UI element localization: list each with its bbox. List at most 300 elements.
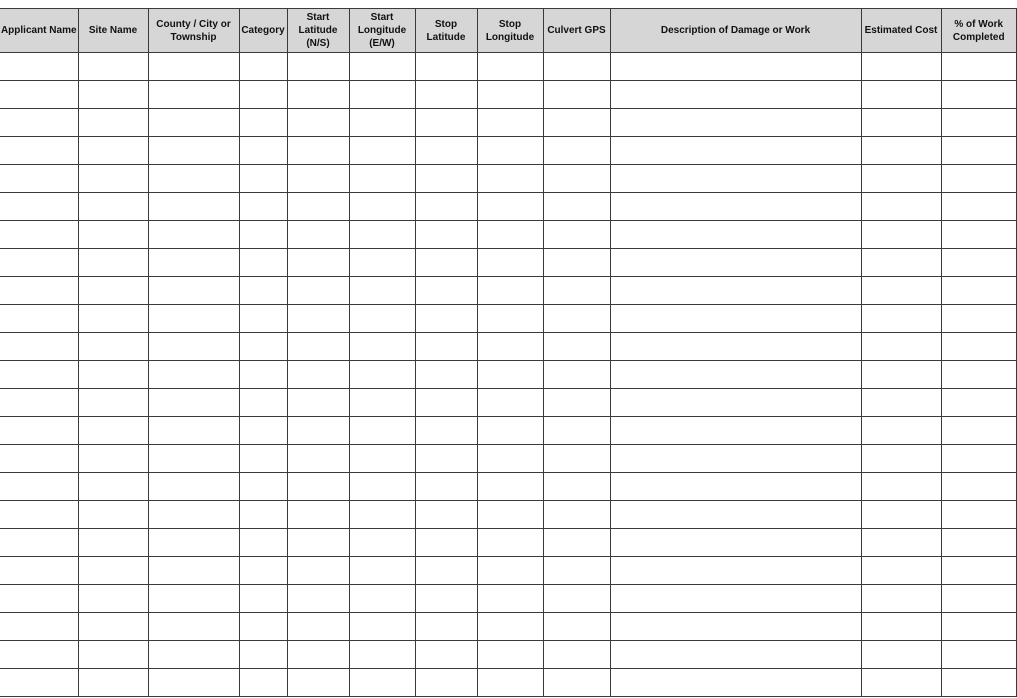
table-cell[interactable] [239, 669, 287, 697]
table-cell[interactable] [239, 249, 287, 277]
table-cell[interactable] [941, 193, 1017, 221]
table-cell[interactable] [477, 557, 543, 585]
table-cell[interactable] [287, 109, 349, 137]
table-cell[interactable] [477, 361, 543, 389]
table-cell[interactable] [349, 109, 415, 137]
table-cell[interactable] [148, 249, 239, 277]
table-cell[interactable] [610, 53, 861, 81]
table-cell[interactable] [543, 557, 610, 585]
table-cell[interactable] [543, 585, 610, 613]
table-cell[interactable] [148, 417, 239, 445]
table-row [0, 445, 1017, 473]
table-cell[interactable] [287, 613, 349, 641]
table-cell[interactable] [349, 641, 415, 669]
table-cell[interactable] [349, 137, 415, 165]
table-cell[interactable] [287, 221, 349, 249]
table-row [0, 585, 1017, 613]
table-cell[interactable] [239, 81, 287, 109]
table-cell[interactable] [287, 669, 349, 697]
table-cell[interactable] [415, 165, 477, 193]
table-row [0, 277, 1017, 305]
table-cell[interactable] [148, 389, 239, 417]
table-cell[interactable] [543, 53, 610, 81]
table-cell[interactable] [415, 305, 477, 333]
table-cell[interactable] [941, 277, 1017, 305]
table-cell[interactable] [239, 165, 287, 193]
table-cell[interactable] [477, 613, 543, 641]
table-cell[interactable] [239, 109, 287, 137]
table-cell[interactable] [477, 501, 543, 529]
table-cell[interactable] [148, 165, 239, 193]
table-cell[interactable] [941, 417, 1017, 445]
table-cell[interactable] [0, 557, 78, 585]
table-cell[interactable] [0, 221, 78, 249]
table-cell[interactable] [610, 165, 861, 193]
table-cell[interactable] [477, 333, 543, 361]
table-cell[interactable] [415, 529, 477, 557]
table-cell[interactable] [861, 81, 941, 109]
table-cell[interactable] [941, 669, 1017, 697]
table-cell[interactable] [610, 109, 861, 137]
table-cell[interactable] [148, 221, 239, 249]
table-cell[interactable] [78, 333, 148, 361]
table-cell[interactable] [148, 333, 239, 361]
table-cell[interactable] [477, 529, 543, 557]
table-cell[interactable] [148, 277, 239, 305]
table-cell[interactable] [861, 473, 941, 501]
header-start-latitude: Start Latitude (N/S) [287, 9, 349, 53]
table-cell[interactable] [287, 53, 349, 81]
table-cell[interactable] [543, 165, 610, 193]
table-row [0, 669, 1017, 697]
table-cell[interactable] [287, 557, 349, 585]
table-cell[interactable] [861, 305, 941, 333]
table-cell[interactable] [543, 669, 610, 697]
table-cell[interactable] [941, 389, 1017, 417]
table-cell[interactable] [78, 669, 148, 697]
table-cell[interactable] [349, 473, 415, 501]
table-cell[interactable] [287, 333, 349, 361]
table-cell[interactable] [415, 109, 477, 137]
table-cell[interactable] [0, 641, 78, 669]
table-cell[interactable] [610, 221, 861, 249]
table-cell[interactable] [941, 613, 1017, 641]
table-cell[interactable] [415, 221, 477, 249]
table-cell[interactable] [861, 669, 941, 697]
table-cell[interactable] [349, 193, 415, 221]
table-cell[interactable] [543, 137, 610, 165]
table-cell[interactable] [148, 585, 239, 613]
table-cell[interactable] [78, 389, 148, 417]
table-cell[interactable] [148, 53, 239, 81]
table-cell[interactable] [610, 333, 861, 361]
table-cell[interactable] [349, 529, 415, 557]
table-cell[interactable] [78, 305, 148, 333]
table-cell[interactable] [287, 473, 349, 501]
header-category: Category [239, 9, 287, 53]
table-cell[interactable] [148, 501, 239, 529]
header-estimated-cost: Estimated Cost [861, 9, 941, 53]
table-cell[interactable] [610, 473, 861, 501]
table-cell[interactable] [0, 137, 78, 165]
table-cell[interactable] [941, 221, 1017, 249]
table-cell[interactable] [78, 501, 148, 529]
header-percent-completed: % of Work Completed [941, 9, 1017, 53]
table-cell[interactable] [477, 277, 543, 305]
table-cell[interactable] [477, 53, 543, 81]
table-cell[interactable] [349, 333, 415, 361]
header-start-longitude: Start Longitude (E/W) [349, 9, 415, 53]
table-cell[interactable] [287, 277, 349, 305]
table-cell[interactable] [861, 277, 941, 305]
table-cell[interactable] [349, 249, 415, 277]
table-cell[interactable] [415, 641, 477, 669]
table-cell[interactable] [610, 277, 861, 305]
table-cell[interactable] [861, 641, 941, 669]
table-cell[interactable] [0, 473, 78, 501]
table-cell[interactable] [610, 613, 861, 641]
table-cell[interactable] [415, 585, 477, 613]
table-cell[interactable] [861, 193, 941, 221]
table-cell[interactable] [861, 221, 941, 249]
table-cell[interactable] [861, 557, 941, 585]
table-cell[interactable] [415, 137, 477, 165]
table-cell[interactable] [287, 361, 349, 389]
table-cell[interactable] [861, 501, 941, 529]
table-cell[interactable] [543, 389, 610, 417]
table-cell[interactable] [239, 333, 287, 361]
table-cell[interactable] [861, 585, 941, 613]
table-cell[interactable] [148, 81, 239, 109]
table-row [0, 165, 1017, 193]
table-cell[interactable] [239, 221, 287, 249]
table-cell[interactable] [239, 389, 287, 417]
table-cell[interactable] [239, 305, 287, 333]
table-cell[interactable] [0, 193, 78, 221]
table-cell[interactable] [0, 669, 78, 697]
table-cell[interactable] [349, 389, 415, 417]
table-cell[interactable] [477, 389, 543, 417]
table-cell[interactable] [543, 473, 610, 501]
table-cell[interactable] [861, 613, 941, 641]
table-cell[interactable] [477, 305, 543, 333]
table-cell[interactable] [415, 669, 477, 697]
table-cell[interactable] [239, 417, 287, 445]
table-cell[interactable] [78, 613, 148, 641]
table-cell[interactable] [148, 305, 239, 333]
table-cell[interactable] [861, 529, 941, 557]
table-cell[interactable] [349, 277, 415, 305]
table-cell[interactable] [148, 529, 239, 557]
table-cell[interactable] [861, 53, 941, 81]
table-cell[interactable] [148, 109, 239, 137]
table-cell[interactable] [941, 529, 1017, 557]
table-cell[interactable] [941, 473, 1017, 501]
table-cell[interactable] [543, 361, 610, 389]
table-cell[interactable] [78, 557, 148, 585]
table-cell[interactable] [349, 361, 415, 389]
table-cell[interactable] [610, 193, 861, 221]
header-stop-latitude: Stop Latitude [415, 9, 477, 53]
table-cell[interactable] [543, 305, 610, 333]
table-cell[interactable] [349, 557, 415, 585]
table-row [0, 529, 1017, 557]
table-cell[interactable] [78, 81, 148, 109]
header-culvert-gps: Culvert GPS [543, 9, 610, 53]
table-cell[interactable] [0, 585, 78, 613]
table-cell[interactable] [415, 361, 477, 389]
table-cell[interactable] [287, 445, 349, 473]
table-cell[interactable] [477, 585, 543, 613]
table-cell[interactable] [0, 165, 78, 193]
table-cell[interactable] [543, 109, 610, 137]
table-cell[interactable] [477, 81, 543, 109]
table-cell[interactable] [0, 389, 78, 417]
table-cell[interactable] [415, 417, 477, 445]
table-cell[interactable] [415, 53, 477, 81]
table-cell[interactable] [543, 333, 610, 361]
table-cell[interactable] [287, 501, 349, 529]
table-cell[interactable] [477, 193, 543, 221]
table-row [0, 417, 1017, 445]
table-cell[interactable] [610, 137, 861, 165]
table-cell[interactable] [543, 249, 610, 277]
table-cell[interactable] [287, 81, 349, 109]
table-cell[interactable] [415, 473, 477, 501]
table-cell[interactable] [610, 81, 861, 109]
table-cell[interactable] [610, 585, 861, 613]
table-cell[interactable] [78, 277, 148, 305]
table-cell[interactable] [349, 613, 415, 641]
table-cell[interactable] [287, 641, 349, 669]
table-cell[interactable] [287, 249, 349, 277]
table-cell[interactable] [610, 641, 861, 669]
table-cell[interactable] [941, 137, 1017, 165]
table-cell[interactable] [861, 333, 941, 361]
table-row [0, 249, 1017, 277]
table-cell[interactable] [543, 529, 610, 557]
table-cell[interactable] [941, 81, 1017, 109]
table-cell[interactable] [941, 109, 1017, 137]
table-cell[interactable] [78, 193, 148, 221]
table-cell[interactable] [415, 501, 477, 529]
table-cell[interactable] [941, 445, 1017, 473]
table-row [0, 193, 1017, 221]
table-cell[interactable] [78, 445, 148, 473]
table-cell[interactable] [148, 669, 239, 697]
table-cell[interactable] [941, 585, 1017, 613]
table-cell[interactable] [861, 361, 941, 389]
table-cell[interactable] [148, 473, 239, 501]
table-cell[interactable] [287, 165, 349, 193]
table-cell[interactable] [543, 193, 610, 221]
table-cell[interactable] [477, 109, 543, 137]
table-row [0, 109, 1017, 137]
table-cell[interactable] [287, 137, 349, 165]
table-cell[interactable] [610, 305, 861, 333]
table-cell[interactable] [861, 109, 941, 137]
table-cell[interactable] [78, 165, 148, 193]
table-cell[interactable] [239, 501, 287, 529]
table-cell[interactable] [239, 445, 287, 473]
table-cell[interactable] [610, 361, 861, 389]
table-cell[interactable] [287, 389, 349, 417]
table-cell[interactable] [0, 277, 78, 305]
table-cell[interactable] [0, 417, 78, 445]
table-cell[interactable] [349, 305, 415, 333]
table-cell[interactable] [477, 249, 543, 277]
table-cell[interactable] [287, 193, 349, 221]
table-cell[interactable] [610, 557, 861, 585]
table-cell[interactable] [941, 53, 1017, 81]
table-cell[interactable] [941, 249, 1017, 277]
table-cell[interactable] [0, 613, 78, 641]
table-cell[interactable] [148, 137, 239, 165]
table-cell[interactable] [78, 417, 148, 445]
table-cell[interactable] [543, 641, 610, 669]
table-cell[interactable] [0, 501, 78, 529]
table-row [0, 473, 1017, 501]
table-cell[interactable] [941, 333, 1017, 361]
table-cell[interactable] [287, 305, 349, 333]
table-cell[interactable] [861, 389, 941, 417]
table-cell[interactable] [861, 137, 941, 165]
header-applicant-name: Applicant Name [0, 9, 78, 53]
table-cell[interactable] [415, 249, 477, 277]
table-cell[interactable] [861, 417, 941, 445]
table-cell[interactable] [239, 473, 287, 501]
table-cell[interactable] [415, 613, 477, 641]
table-row [0, 389, 1017, 417]
table-cell[interactable] [477, 641, 543, 669]
table-cell[interactable] [610, 445, 861, 473]
table-cell[interactable] [0, 361, 78, 389]
table-cell[interactable] [543, 417, 610, 445]
table-cell[interactable] [610, 501, 861, 529]
table-cell[interactable] [349, 53, 415, 81]
table-cell[interactable] [0, 445, 78, 473]
table-cell[interactable] [610, 249, 861, 277]
table-cell[interactable] [349, 445, 415, 473]
table-cell[interactable] [477, 669, 543, 697]
table-cell[interactable] [148, 193, 239, 221]
table-cell[interactable] [239, 585, 287, 613]
table-cell[interactable] [148, 641, 239, 669]
table-cell[interactable] [861, 249, 941, 277]
table-cell[interactable] [610, 529, 861, 557]
table-cell[interactable] [543, 613, 610, 641]
header-county-city-township: County / City or Township [148, 9, 239, 53]
table-cell[interactable] [349, 221, 415, 249]
table-cell[interactable] [415, 445, 477, 473]
table-cell[interactable] [610, 669, 861, 697]
table-cell[interactable] [239, 557, 287, 585]
table-cell[interactable] [239, 53, 287, 81]
table-cell[interactable] [543, 277, 610, 305]
table-cell[interactable] [78, 137, 148, 165]
table-cell[interactable] [543, 81, 610, 109]
header-site-name: Site Name [78, 9, 148, 53]
table-cell[interactable] [239, 361, 287, 389]
table-cell[interactable] [239, 641, 287, 669]
table-cell[interactable] [415, 557, 477, 585]
table-cell[interactable] [239, 137, 287, 165]
table-cell[interactable] [78, 53, 148, 81]
table-cell[interactable] [941, 361, 1017, 389]
table-cell[interactable] [148, 361, 239, 389]
table-cell[interactable] [78, 585, 148, 613]
table-cell[interactable] [78, 249, 148, 277]
table-cell[interactable] [941, 501, 1017, 529]
table-cell[interactable] [0, 109, 78, 137]
table-cell[interactable] [148, 613, 239, 641]
table-cell[interactable] [78, 473, 148, 501]
table-cell[interactable] [861, 445, 941, 473]
table-cell[interactable] [78, 109, 148, 137]
table-cell[interactable] [415, 81, 477, 109]
table-cell[interactable] [415, 277, 477, 305]
table-cell[interactable] [543, 221, 610, 249]
table-cell[interactable] [349, 585, 415, 613]
table-cell[interactable] [543, 501, 610, 529]
table-cell[interactable] [239, 613, 287, 641]
table-cell[interactable] [941, 305, 1017, 333]
table-cell[interactable] [610, 417, 861, 445]
table-cell[interactable] [477, 137, 543, 165]
table-cell[interactable] [861, 165, 941, 193]
table-cell[interactable] [610, 389, 861, 417]
table-cell[interactable] [415, 193, 477, 221]
table-cell[interactable] [349, 417, 415, 445]
table-cell[interactable] [148, 445, 239, 473]
table-cell[interactable] [349, 669, 415, 697]
table-cell[interactable] [415, 333, 477, 361]
table-cell[interactable] [239, 193, 287, 221]
table-cell[interactable] [941, 641, 1017, 669]
table-cell[interactable] [0, 333, 78, 361]
table-cell[interactable] [0, 53, 78, 81]
table-cell[interactable] [287, 417, 349, 445]
table-cell[interactable] [349, 501, 415, 529]
table-cell[interactable] [148, 557, 239, 585]
header-description: Description of Damage or Work [610, 9, 861, 53]
table-cell[interactable] [477, 473, 543, 501]
table-cell[interactable] [477, 417, 543, 445]
table-cell[interactable] [0, 305, 78, 333]
table-cell[interactable] [941, 557, 1017, 585]
table-cell[interactable] [0, 81, 78, 109]
table-cell[interactable] [477, 221, 543, 249]
table-cell[interactable] [477, 445, 543, 473]
table-cell[interactable] [78, 641, 148, 669]
table-cell[interactable] [239, 529, 287, 557]
table-cell[interactable] [941, 165, 1017, 193]
table-cell[interactable] [239, 277, 287, 305]
table-cell[interactable] [78, 361, 148, 389]
table-cell[interactable] [78, 529, 148, 557]
table-cell[interactable] [287, 529, 349, 557]
table-cell[interactable] [0, 529, 78, 557]
table-cell[interactable] [543, 445, 610, 473]
table-cell[interactable] [349, 165, 415, 193]
table-cell[interactable] [349, 81, 415, 109]
table-cell[interactable] [287, 585, 349, 613]
table-row [0, 305, 1017, 333]
table-cell[interactable] [477, 165, 543, 193]
table-cell[interactable] [0, 249, 78, 277]
table-cell[interactable] [415, 389, 477, 417]
table-cell[interactable] [78, 221, 148, 249]
